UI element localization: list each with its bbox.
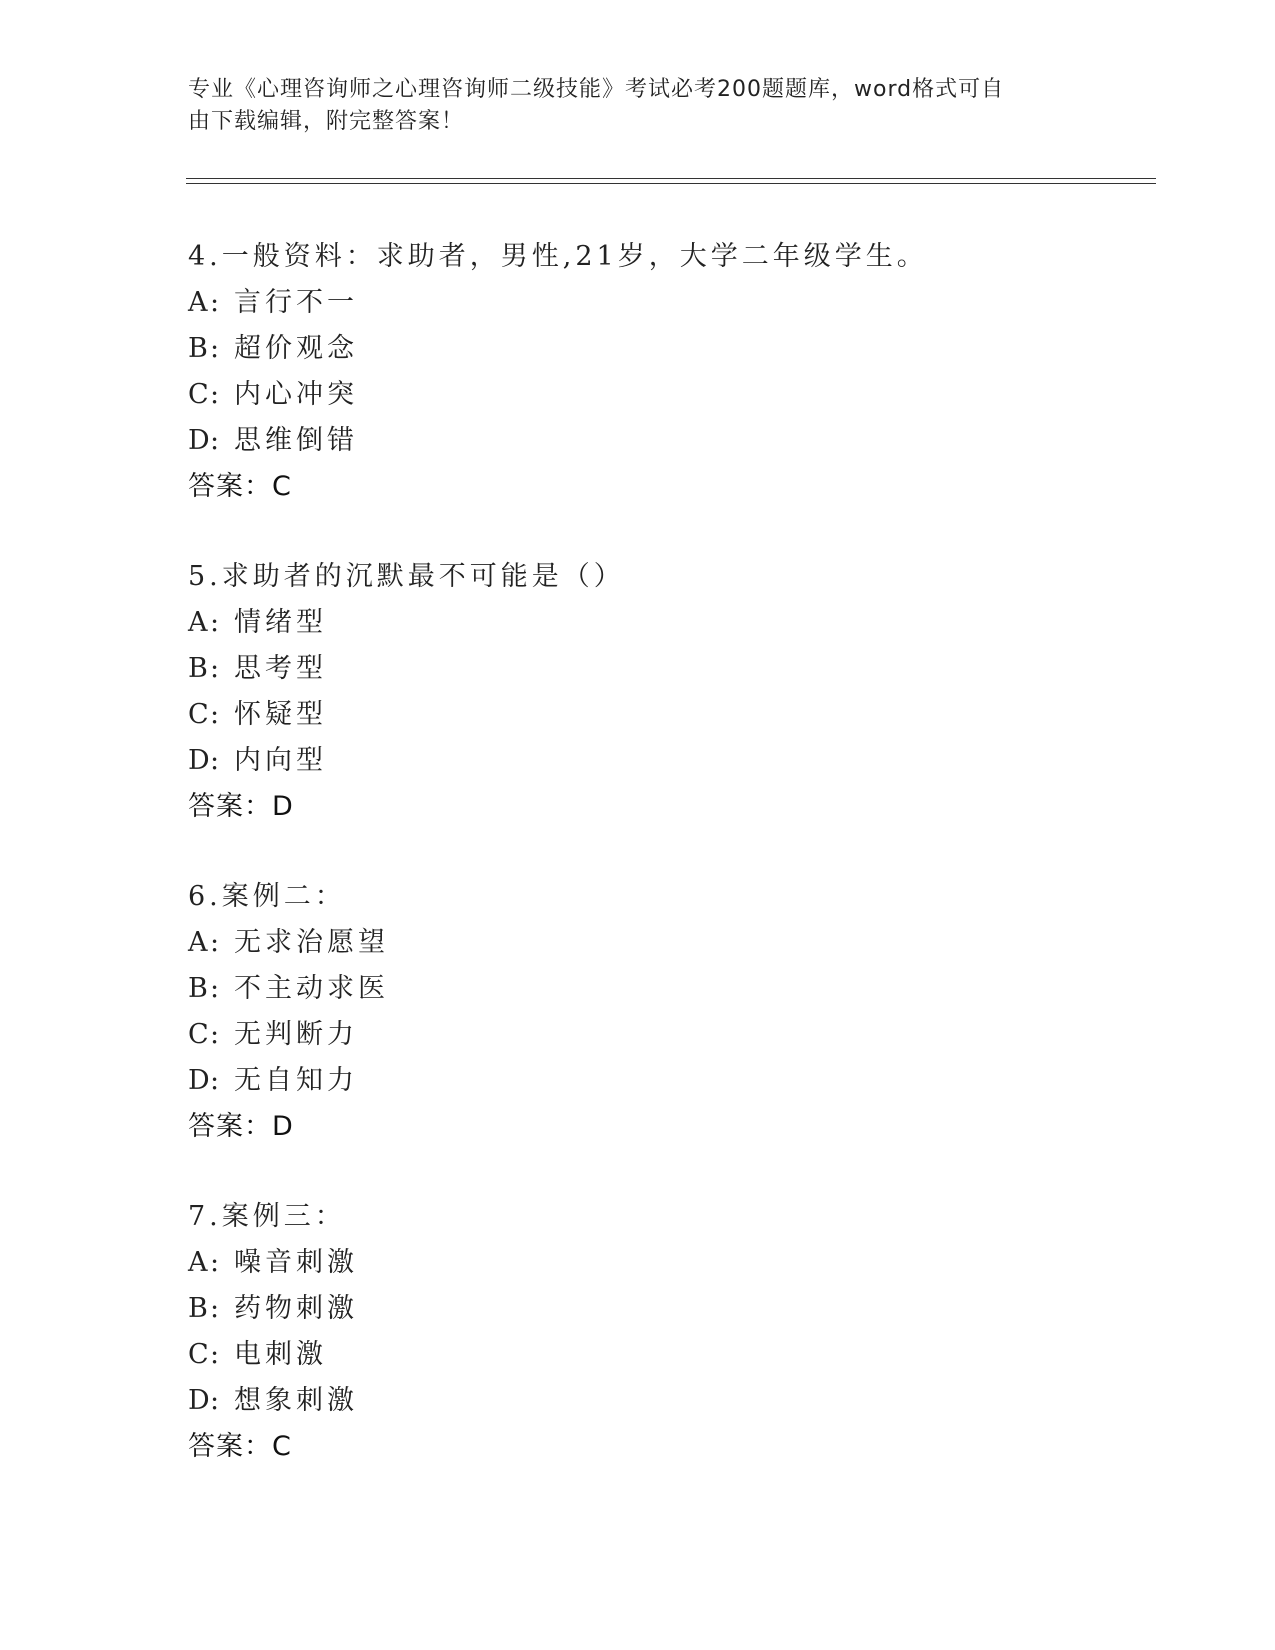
option-text: 思考型 bbox=[234, 653, 327, 684]
question-stem: 4.一般资料：求助者，男性,21岁，大学二年级学生。 bbox=[188, 241, 928, 272]
option-text: 内心冲突 bbox=[234, 379, 358, 410]
answer-line: 答案：C bbox=[188, 471, 292, 502]
option-c bbox=[188, 372, 1148, 418]
option-text: 药物刺激 bbox=[234, 1293, 358, 1324]
option-text: 不主动求医 bbox=[234, 973, 389, 1004]
option-separator: : bbox=[210, 1385, 220, 1416]
option-text: 噪音刺激 bbox=[234, 1247, 358, 1278]
option-d bbox=[188, 1378, 1148, 1424]
option-c bbox=[188, 1012, 1148, 1058]
option-letter: C bbox=[188, 1339, 209, 1370]
option-separator: : bbox=[210, 425, 220, 456]
option-text: 情绪型 bbox=[234, 607, 327, 638]
option-letter: B bbox=[188, 333, 208, 364]
question-item bbox=[188, 234, 1148, 554]
option-separator: : bbox=[210, 1293, 220, 1324]
option-text: 无求治愿望 bbox=[234, 927, 389, 958]
option-c bbox=[188, 1332, 1148, 1378]
option-a bbox=[188, 280, 1148, 326]
option-letter: A bbox=[188, 607, 208, 638]
option-separator: : bbox=[210, 379, 220, 410]
question-list bbox=[188, 234, 1148, 1514]
question-stem: 6.案例二： bbox=[188, 881, 346, 912]
option-text: 言行不一 bbox=[234, 287, 358, 318]
document-header bbox=[188, 74, 1068, 138]
option-separator: : bbox=[210, 653, 220, 684]
option-text: 怀疑型 bbox=[234, 699, 327, 730]
option-text: 想象刺激 bbox=[234, 1385, 358, 1416]
option-separator: : bbox=[210, 973, 220, 1004]
option-text: 内向型 bbox=[234, 745, 327, 776]
option-d bbox=[188, 418, 1148, 464]
option-separator: : bbox=[210, 699, 220, 730]
option-text: 思维倒错 bbox=[234, 425, 358, 456]
option-separator: : bbox=[210, 1019, 220, 1050]
answer-line: 答案：D bbox=[188, 791, 294, 822]
option-b bbox=[188, 966, 1148, 1012]
header-divider-top bbox=[186, 178, 1156, 179]
question-stem: 5.求助者的沉默最不可能是（） bbox=[188, 561, 625, 592]
option-separator: : bbox=[210, 287, 220, 318]
option-text: 电刺激 bbox=[234, 1339, 327, 1370]
option-b bbox=[188, 1286, 1148, 1332]
option-letter: B bbox=[188, 1293, 208, 1324]
option-text: 无自知力 bbox=[234, 1065, 358, 1096]
option-separator: : bbox=[210, 745, 220, 776]
option-letter: A bbox=[188, 287, 208, 318]
option-b bbox=[188, 326, 1148, 372]
option-d bbox=[188, 738, 1148, 784]
option-c bbox=[188, 692, 1148, 738]
option-letter: D bbox=[188, 425, 210, 456]
option-text: 超价观念 bbox=[234, 333, 358, 364]
option-letter: B bbox=[188, 653, 208, 684]
option-a bbox=[188, 1240, 1148, 1286]
answer-line: 答案：C bbox=[188, 1431, 292, 1462]
header-divider-bottom bbox=[186, 183, 1156, 184]
option-letter: B bbox=[188, 973, 208, 1004]
option-letter: A bbox=[188, 927, 208, 958]
option-separator: : bbox=[210, 607, 220, 638]
option-letter: D bbox=[188, 1065, 210, 1096]
question-stem: 7.案例三： bbox=[188, 1201, 346, 1232]
option-letter: C bbox=[188, 379, 209, 410]
option-letter: C bbox=[188, 699, 209, 730]
option-text: 无判断力 bbox=[234, 1019, 358, 1050]
option-b bbox=[188, 646, 1148, 692]
option-separator: : bbox=[210, 927, 220, 958]
option-separator: : bbox=[210, 1339, 220, 1370]
answer-line: 答案：D bbox=[188, 1111, 294, 1142]
question-item bbox=[188, 1194, 1148, 1514]
option-letter: D bbox=[188, 745, 210, 776]
header-line-2: 由下载编辑，附完整答案！ bbox=[188, 109, 465, 134]
option-a bbox=[188, 600, 1148, 646]
question-item bbox=[188, 554, 1148, 874]
option-d bbox=[188, 1058, 1148, 1104]
option-separator: : bbox=[210, 333, 220, 364]
header-line-1: 专业《心理咨询师之心理咨询师二级技能》考试必考200题题库，word格式可自 bbox=[188, 77, 1005, 102]
option-separator: : bbox=[210, 1065, 220, 1096]
question-item bbox=[188, 874, 1148, 1194]
option-letter: C bbox=[188, 1019, 209, 1050]
option-a bbox=[188, 920, 1148, 966]
option-letter: A bbox=[188, 1247, 208, 1278]
option-separator: : bbox=[210, 1247, 220, 1278]
option-letter: D bbox=[188, 1385, 210, 1416]
